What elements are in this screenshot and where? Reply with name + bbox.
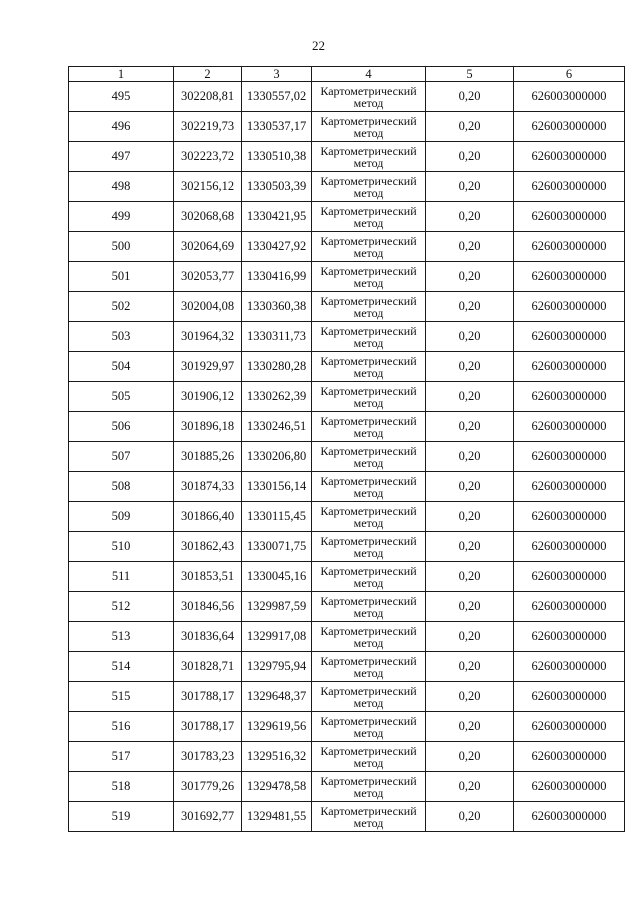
method-line-1: Картометрический (320, 503, 417, 518)
accuracy-cell: 0,20 (426, 592, 514, 622)
method-line-1: Картометрический (320, 353, 417, 368)
x-coordinate-cell: 302208,81 (174, 82, 242, 112)
x-coordinate-cell: 302064,69 (174, 232, 242, 262)
method-line-1: Картометрический (320, 713, 417, 728)
method-line-2: метод (353, 275, 384, 290)
table-row (69, 592, 625, 622)
code-cell: 626003000000 (514, 292, 625, 322)
method-line-2: метод (353, 575, 384, 590)
table-row (69, 82, 625, 112)
y-coordinate-cell: 1329987,59 (242, 592, 312, 622)
point-number-cell: 503 (69, 322, 174, 352)
x-coordinate-cell: 301862,43 (174, 532, 242, 562)
x-coordinate-cell: 302156,12 (174, 172, 242, 202)
x-coordinate-cell: 301783,23 (174, 742, 242, 772)
y-coordinate-cell: 1330262,39 (242, 382, 312, 412)
code-cell: 626003000000 (514, 172, 625, 202)
table-row (69, 772, 625, 802)
point-number-cell: 515 (69, 682, 174, 712)
table-row (69, 262, 625, 292)
accuracy-cell: 0,20 (426, 622, 514, 652)
x-coordinate-cell: 302223,72 (174, 142, 242, 172)
method-cell (312, 382, 426, 412)
point-number-cell: 512 (69, 592, 174, 622)
method-cell (312, 742, 426, 772)
point-number-cell: 513 (69, 622, 174, 652)
method-line-2: метод (353, 815, 384, 830)
x-coordinate-cell: 301853,51 (174, 562, 242, 592)
column-header-5: 5 (426, 67, 514, 82)
method-line-1: Картометрический (320, 653, 417, 668)
code-cell: 626003000000 (514, 412, 625, 442)
method-cell (312, 652, 426, 682)
point-number-cell: 497 (69, 142, 174, 172)
method-cell (312, 802, 426, 832)
x-coordinate-cell: 301885,26 (174, 442, 242, 472)
point-number-cell: 514 (69, 652, 174, 682)
method-cell (312, 292, 426, 322)
method-line-2: метод (353, 665, 384, 680)
y-coordinate-cell: 1330156,14 (242, 472, 312, 502)
table-row (69, 742, 625, 772)
method-line-1: Картометрический (320, 743, 417, 758)
method-cell (312, 772, 426, 802)
accuracy-cell: 0,20 (426, 112, 514, 142)
x-coordinate-cell: 301896,18 (174, 412, 242, 442)
y-coordinate-cell: 1330416,99 (242, 262, 312, 292)
y-coordinate-cell: 1330206,80 (242, 442, 312, 472)
y-coordinate-cell: 1330360,38 (242, 292, 312, 322)
table-header-row (69, 67, 625, 82)
table-row (69, 442, 625, 472)
y-coordinate-cell: 1330421,95 (242, 202, 312, 232)
x-coordinate-cell: 301929,97 (174, 352, 242, 382)
point-number-cell: 502 (69, 292, 174, 322)
method-line-1: Картометрический (320, 803, 417, 818)
accuracy-cell: 0,20 (426, 652, 514, 682)
y-coordinate-cell: 1330115,45 (242, 502, 312, 532)
point-number-cell: 500 (69, 232, 174, 262)
code-cell: 626003000000 (514, 532, 625, 562)
method-line-1: Картометрический (320, 173, 417, 188)
table-row (69, 322, 625, 352)
point-number-cell: 504 (69, 352, 174, 382)
table-row (69, 712, 625, 742)
method-line-2: метод (353, 365, 384, 380)
accuracy-cell: 0,20 (426, 502, 514, 532)
table-row (69, 532, 625, 562)
accuracy-cell: 0,20 (426, 82, 514, 112)
accuracy-cell: 0,20 (426, 262, 514, 292)
accuracy-cell: 0,20 (426, 712, 514, 742)
accuracy-cell: 0,20 (426, 802, 514, 832)
table-row (69, 562, 625, 592)
column-header-2: 2 (174, 67, 242, 82)
accuracy-cell: 0,20 (426, 382, 514, 412)
x-coordinate-cell: 302219,73 (174, 112, 242, 142)
method-line-2: метод (353, 335, 384, 350)
code-cell: 626003000000 (514, 622, 625, 652)
code-cell: 626003000000 (514, 652, 625, 682)
point-number-cell: 507 (69, 442, 174, 472)
column-header-1: 1 (69, 67, 174, 82)
method-cell (312, 202, 426, 232)
accuracy-cell: 0,20 (426, 232, 514, 262)
table-row (69, 472, 625, 502)
method-line-2: метод (353, 485, 384, 500)
table-row (69, 802, 625, 832)
method-line-1: Картометрический (320, 563, 417, 578)
method-line-1: Картометрический (320, 263, 417, 278)
accuracy-cell: 0,20 (426, 442, 514, 472)
method-line-1: Картометрический (320, 83, 417, 98)
table-row (69, 622, 625, 652)
x-coordinate-cell: 301866,40 (174, 502, 242, 532)
code-cell: 626003000000 (514, 742, 625, 772)
table-row (69, 412, 625, 442)
y-coordinate-cell: 1329795,94 (242, 652, 312, 682)
point-number-cell: 511 (69, 562, 174, 592)
accuracy-cell: 0,20 (426, 172, 514, 202)
y-coordinate-cell: 1330503,39 (242, 172, 312, 202)
method-line-2: метод (353, 215, 384, 230)
x-coordinate-cell: 302004,08 (174, 292, 242, 322)
table-body (69, 82, 625, 832)
code-cell: 626003000000 (514, 442, 625, 472)
method-cell (312, 562, 426, 592)
code-cell: 626003000000 (514, 112, 625, 142)
point-number-cell: 496 (69, 112, 174, 142)
accuracy-cell: 0,20 (426, 202, 514, 232)
method-cell (312, 82, 426, 112)
method-line-2: метод (353, 785, 384, 800)
code-cell: 626003000000 (514, 82, 625, 112)
method-line-2: метод (353, 455, 384, 470)
method-line-2: метод (353, 395, 384, 410)
code-cell: 626003000000 (514, 142, 625, 172)
method-cell (312, 232, 426, 262)
column-header-4: 4 (312, 67, 426, 82)
method-line-2: метод (353, 185, 384, 200)
accuracy-cell: 0,20 (426, 562, 514, 592)
accuracy-cell: 0,20 (426, 532, 514, 562)
method-cell (312, 442, 426, 472)
method-cell (312, 502, 426, 532)
method-line-2: метод (353, 695, 384, 710)
x-coordinate-cell: 301964,32 (174, 322, 242, 352)
method-cell (312, 262, 426, 292)
point-number-cell: 498 (69, 172, 174, 202)
method-line-2: метод (353, 425, 384, 440)
accuracy-cell: 0,20 (426, 472, 514, 502)
x-coordinate-cell: 301779,26 (174, 772, 242, 802)
method-line-1: Картометрический (320, 143, 417, 158)
x-coordinate-cell: 302053,77 (174, 262, 242, 292)
table-row (69, 112, 625, 142)
code-cell: 626003000000 (514, 322, 625, 352)
y-coordinate-cell: 1329619,56 (242, 712, 312, 742)
x-coordinate-cell: 301788,17 (174, 712, 242, 742)
code-cell: 626003000000 (514, 382, 625, 412)
accuracy-cell: 0,20 (426, 682, 514, 712)
column-header-3: 3 (242, 67, 312, 82)
y-coordinate-cell: 1329648,37 (242, 682, 312, 712)
method-line-2: метод (353, 245, 384, 260)
method-line-1: Картометрический (320, 293, 417, 308)
method-cell (312, 712, 426, 742)
table-row (69, 502, 625, 532)
accuracy-cell: 0,20 (426, 772, 514, 802)
code-cell: 626003000000 (514, 472, 625, 502)
method-line-2: метод (353, 635, 384, 650)
x-coordinate-cell: 301874,33 (174, 472, 242, 502)
point-number-cell: 508 (69, 472, 174, 502)
y-coordinate-cell: 1330427,92 (242, 232, 312, 262)
table-row (69, 172, 625, 202)
table-row (69, 232, 625, 262)
x-coordinate-cell: 301788,17 (174, 682, 242, 712)
table-row (69, 652, 625, 682)
table-row (69, 682, 625, 712)
point-number-cell: 495 (69, 82, 174, 112)
page-number: 22 (312, 38, 325, 53)
code-cell: 626003000000 (514, 802, 625, 832)
code-cell: 626003000000 (514, 772, 625, 802)
accuracy-cell: 0,20 (426, 742, 514, 772)
method-cell (312, 472, 426, 502)
method-cell (312, 412, 426, 442)
method-line-1: Картометрический (320, 683, 417, 698)
x-coordinate-cell: 301828,71 (174, 652, 242, 682)
method-cell (312, 172, 426, 202)
method-line-1: Картометрический (320, 203, 417, 218)
point-number-cell: 509 (69, 502, 174, 532)
point-number-cell: 505 (69, 382, 174, 412)
x-coordinate-cell: 301906,12 (174, 382, 242, 412)
code-cell: 626003000000 (514, 262, 625, 292)
method-line-1: Картометрический (320, 233, 417, 248)
y-coordinate-cell: 1330071,75 (242, 532, 312, 562)
x-coordinate-cell: 302068,68 (174, 202, 242, 232)
method-line-2: метод (353, 125, 384, 140)
table-row (69, 142, 625, 172)
code-cell: 626003000000 (514, 562, 625, 592)
point-number-cell: 516 (69, 712, 174, 742)
x-coordinate-cell: 301846,56 (174, 592, 242, 622)
code-cell: 626003000000 (514, 502, 625, 532)
method-cell (312, 532, 426, 562)
point-number-cell: 501 (69, 262, 174, 292)
y-coordinate-cell: 1329516,32 (242, 742, 312, 772)
code-cell: 626003000000 (514, 232, 625, 262)
table-row (69, 382, 625, 412)
code-cell: 626003000000 (514, 352, 625, 382)
method-cell (312, 322, 426, 352)
y-coordinate-cell: 1330045,16 (242, 562, 312, 592)
method-line-1: Картометрический (320, 323, 417, 338)
method-line-2: метод (353, 155, 384, 170)
table-row (69, 352, 625, 382)
accuracy-cell: 0,20 (426, 352, 514, 382)
method-cell (312, 352, 426, 382)
method-line-2: метод (353, 755, 384, 770)
x-coordinate-cell: 301836,64 (174, 622, 242, 652)
method-line-2: метод (353, 515, 384, 530)
point-number-cell: 499 (69, 202, 174, 232)
y-coordinate-cell: 1329917,08 (242, 622, 312, 652)
method-cell (312, 622, 426, 652)
y-coordinate-cell: 1330280,28 (242, 352, 312, 382)
method-cell (312, 682, 426, 712)
y-coordinate-cell: 1330510,38 (242, 142, 312, 172)
code-cell: 626003000000 (514, 202, 625, 232)
method-line-1: Картометрический (320, 113, 417, 128)
y-coordinate-cell: 1330557,02 (242, 82, 312, 112)
y-coordinate-cell: 1330311,73 (242, 322, 312, 352)
method-line-2: метод (353, 605, 384, 620)
method-cell (312, 592, 426, 622)
method-cell (312, 142, 426, 172)
method-line-1: Картометрический (320, 533, 417, 548)
accuracy-cell: 0,20 (426, 292, 514, 322)
y-coordinate-cell: 1329478,58 (242, 772, 312, 802)
table-row (69, 202, 625, 232)
code-cell: 626003000000 (514, 712, 625, 742)
table-row (69, 292, 625, 322)
accuracy-cell: 0,20 (426, 142, 514, 172)
point-number-cell: 510 (69, 532, 174, 562)
method-line-1: Картометрический (320, 623, 417, 638)
point-number-cell: 517 (69, 742, 174, 772)
code-cell: 626003000000 (514, 682, 625, 712)
point-number-cell: 518 (69, 772, 174, 802)
method-cell (312, 112, 426, 142)
x-coordinate-cell: 301692,77 (174, 802, 242, 832)
y-coordinate-cell: 1330246,51 (242, 412, 312, 442)
method-line-2: метод (353, 725, 384, 740)
coordinates-table (68, 66, 625, 832)
method-line-2: метод (353, 305, 384, 320)
y-coordinate-cell: 1330537,17 (242, 112, 312, 142)
method-line-1: Картометрический (320, 413, 417, 428)
point-number-cell: 519 (69, 802, 174, 832)
y-coordinate-cell: 1329481,55 (242, 802, 312, 832)
method-line-1: Картометрический (320, 773, 417, 788)
method-line-1: Картометрический (320, 383, 417, 398)
accuracy-cell: 0,20 (426, 322, 514, 352)
column-header-6: 6 (514, 67, 625, 82)
method-line-2: метод (353, 95, 384, 110)
method-line-1: Картометрический (320, 593, 417, 608)
method-line-1: Картометрический (320, 473, 417, 488)
method-line-1: Картометрический (320, 443, 417, 458)
point-number-cell: 506 (69, 412, 174, 442)
code-cell: 626003000000 (514, 592, 625, 622)
method-line-2: метод (353, 545, 384, 560)
accuracy-cell: 0,20 (426, 412, 514, 442)
